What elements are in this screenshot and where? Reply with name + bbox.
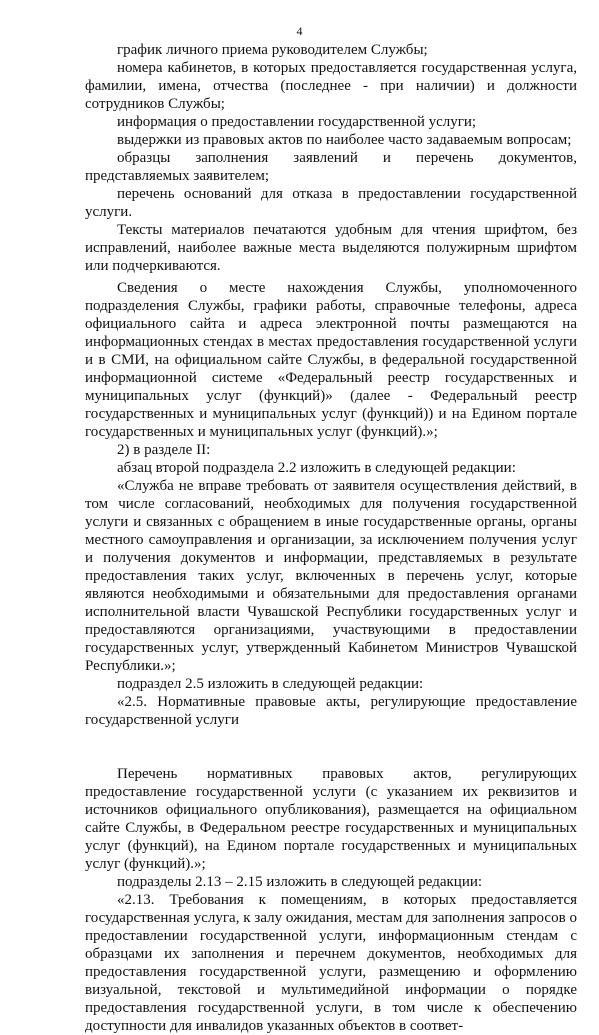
page-number: 4 [296, 24, 303, 38]
paragraph: «2.13. Требования к помещениям, в которых предоставляется государственная услуга, к залу ожидания, местам для заполнения запросов о предоставлении государственной услуги, информационным стендам с образцами их заполнения и перечнем документов, необходимых для предоставления государственной услуги, размещению и оформлению визуальной, текстовой и мультимедийной информации о порядке предоставления государственной услуги, в том числе к обеспечению доступности для инвалидов указанных объектов в соответ- [85, 892, 577, 1034]
paragraph: подразделы 2.13 – 2.15 изложить в следующей редакции: [117, 874, 483, 890]
paragraph: Сведения о месте нахождения Службы, уполномоченного подразделения Службы, графики работы, справочные телефоны, адреса официального сайта и адреса электронной почты размещаются на информационных стендах в местах предоставления государственной услуги и в СМИ, на официальном сайте Службы, в федеральной государственной информационной системе «Федеральный реестр государственных и муниципальных услуг (функций)» (далее - Федеральный реестр государственных и муниципальных услуг (функций)) и на Едином портале государственных и муниципальных услуг (функций).»; [85, 280, 577, 440]
paragraph: образцы заполнения заявлений и перечень документов, представляемых заявителем; [85, 150, 577, 184]
paragraph: Перечень нормативных правовых актов, регулирующих предоставление государственной услуги (с указанием их реквизитов и источников официального опубликования), размещается на официальном сайте Службы, в Федеральном реестре государственных и муниципальных услуг (функций), на Едином портале государственных и муниципальных услуг (функций).»; [85, 766, 577, 872]
paragraph: подраздел 2.5 изложить в следующей редакции: [117, 676, 424, 692]
paragraph: абзац второй подраздела 2.2 изложить в следующей редакции: [117, 460, 516, 476]
paragraph: номера кабинетов, в которых предоставляется государственная услуга, фамилии, имена, отчества (последнее - при наличии) и должности сотрудников Службы; [85, 60, 577, 112]
section-heading: «2.5. Нормативные правовые акты, регулирующие предоставление государственной услуги [85, 694, 577, 728]
paragraph: информация о предоставлении государственной услуги; [117, 114, 477, 130]
paragraph: Тексты материалов печатаются удобным для чтения шрифтом, без исправлений, наиболее важные места выделяются полужирным шрифтом или подчеркиваются. [85, 222, 577, 274]
paragraph: 2) в разделе II: [117, 442, 211, 458]
paragraph: выдержки из правовых актов по наиболее часто задаваемым вопросам; [117, 132, 572, 148]
paragraph: «Служба не вправе требовать от заявителя осуществления действий, в том числе согласований, необходимых для получения государственной услуги и связанных с обращением в иные государственные органы, органы местного самоуправления и организации, за исключением получения услуг и получения документов и информации, представляемых в результате предоставления таких услуг, включенных в перечень услуг, которые являются необходимыми и обязательными для предоставления органами исполнительной власти Чувашской Республики государственных услуг и предоставляются организациями, участвующими в предоставлении государственных услуг, утвержденный Кабинетом Министров Чувашской Республики.»; [85, 478, 577, 674]
paragraph: график личного приема руководителем Службы; [117, 42, 428, 58]
document-body [85, 41, 577, 1035]
paragraph: перечень оснований для отказа в предоставлении государственной услуги. [85, 186, 577, 220]
